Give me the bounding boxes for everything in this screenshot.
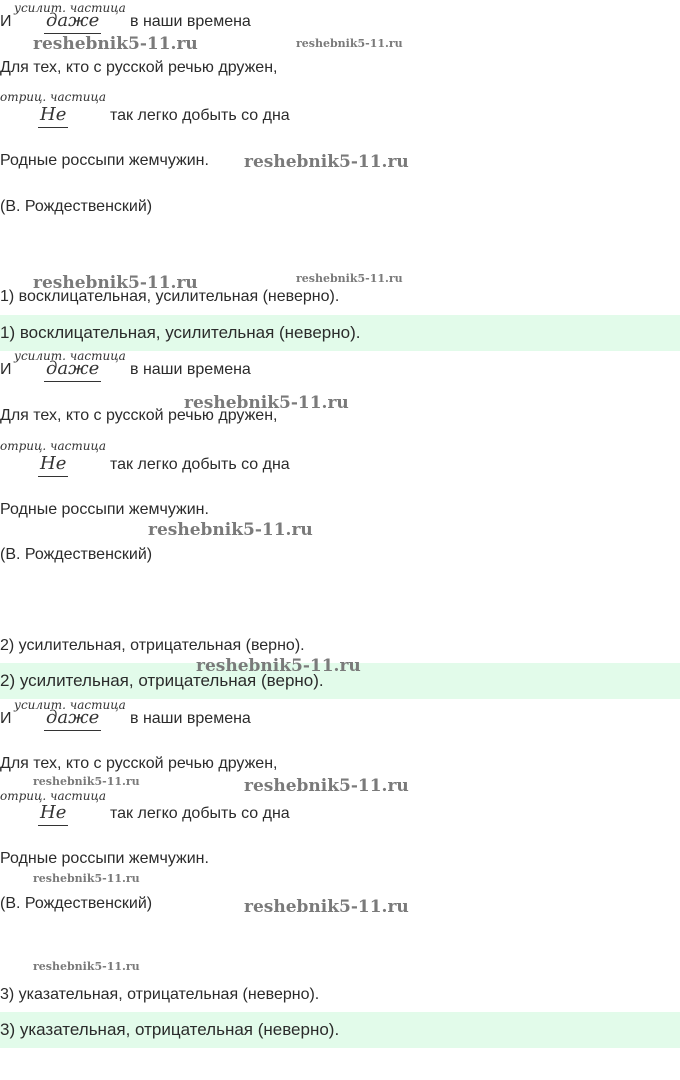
- watermark: reshebnik5-11.ru: [148, 520, 313, 540]
- poem-line4: Родные россыпи жемчужин.: [0, 152, 209, 169]
- poem-line1-end: в наши времена: [130, 710, 251, 727]
- watermark: reshebnik5-11.ru: [184, 393, 349, 413]
- option-1-highlight-label: 1) восклицательная, усилительная (неверно).: [0, 323, 361, 342]
- annotation-ne: отриц. частица: [0, 789, 106, 803]
- poem-line2: Для тех, кто с русской речью дружен,: [0, 407, 278, 424]
- option-1-text: 1) восклицательная, усилительная (неверно).: [0, 288, 340, 305]
- option-3-highlight: [0, 1012, 680, 1048]
- watermark: reshebnik5-11.ru: [33, 775, 140, 788]
- poem-line2: Для тех, кто с русской речью дружен,: [0, 755, 278, 772]
- watermark: reshebnik5-11.ru: [296, 37, 403, 50]
- poem-author: (В. Рождественский): [0, 198, 153, 215]
- poem-line3-end: так легко добыть со дна: [110, 107, 290, 124]
- watermark: reshebnik5-11.ru: [33, 872, 140, 885]
- option-2-highlight-label: 2) усилительная, отрицательная (верно).: [0, 671, 324, 690]
- watermark: reshebnik5-11.ru: [33, 960, 140, 973]
- poem-line2: Для тех, кто с русской речью дружен,: [0, 59, 278, 76]
- poem-line3-end: так легко добыть со дна: [110, 805, 290, 822]
- option-3-highlight-label: 3) указательная, отрицательная (неверно).: [0, 1020, 340, 1039]
- annotation-ne: отриц. частица: [0, 439, 106, 453]
- word-dazhe: даже: [44, 10, 101, 34]
- watermark: reshebnik5-11.ru: [244, 152, 409, 172]
- poem-line4: Родные россыпи жемчужин.: [0, 850, 209, 867]
- poem-line4: Родные россыпи жемчужин.: [0, 501, 209, 518]
- poem-line1-end: в наши времена: [130, 361, 251, 378]
- watermark: reshebnik5-11.ru: [196, 656, 361, 676]
- word-ne: Не: [38, 802, 68, 826]
- poem-line1-start: И: [0, 710, 12, 727]
- annotation-dazhe: усилит. частица: [14, 1, 126, 15]
- watermark: reshebnik5-11.ru: [33, 273, 198, 293]
- poem-line1-start: И: [0, 361, 12, 378]
- poem-author: (В. Рождественский): [0, 546, 153, 563]
- poem-line1-end: в наши времена: [130, 13, 251, 30]
- watermark: reshebnik5-11.ru: [33, 34, 198, 54]
- option-3-text: 3) указательная, отрицательная (неверно).: [0, 986, 320, 1003]
- watermark: reshebnik5-11.ru: [244, 776, 409, 796]
- word-dazhe: даже: [44, 358, 101, 382]
- option-1-highlight: [0, 315, 680, 351]
- option-2-text: 2) усилительная, отрицательная (верно).: [0, 637, 305, 654]
- poem-line1-start: И: [0, 13, 12, 30]
- word-dazhe: даже: [44, 707, 101, 731]
- watermark: reshebnik5-11.ru: [244, 897, 409, 917]
- poem-author: (В. Рождественский): [0, 895, 153, 912]
- annotation-dazhe: усилит. частица: [14, 698, 126, 712]
- watermark: reshebnik5-11.ru: [296, 272, 403, 285]
- word-ne: Не: [38, 453, 68, 477]
- annotation-dazhe: усилит. частица: [14, 349, 126, 363]
- poem-line3-end: так легко добыть со дна: [110, 456, 290, 473]
- word-ne: Не: [38, 104, 68, 128]
- annotation-ne: отриц. частица: [0, 90, 106, 104]
